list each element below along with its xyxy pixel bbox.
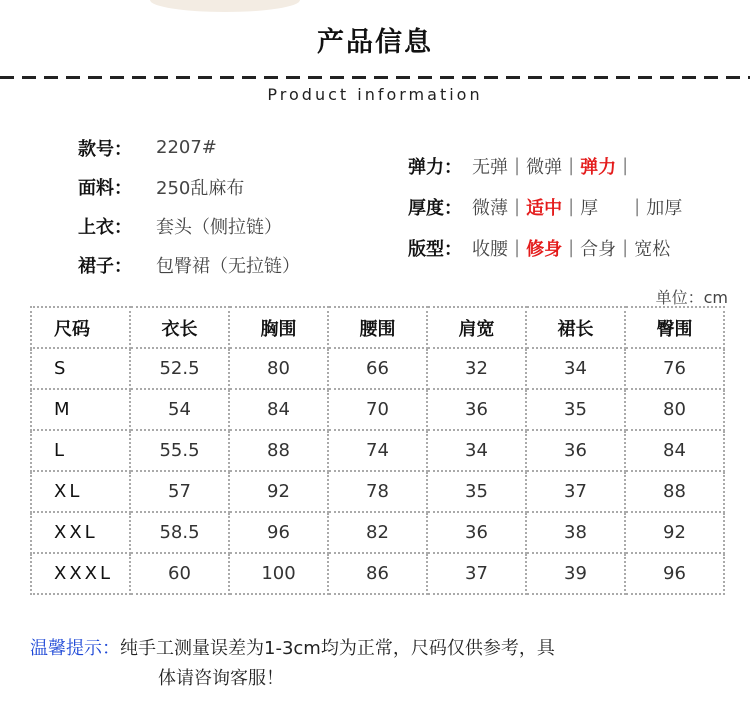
spec-label: 面料： xyxy=(78,177,132,199)
option-separator: | xyxy=(568,196,575,217)
attr-label: 版型： xyxy=(408,238,462,260)
attr-option: 微弹 xyxy=(526,156,563,178)
table-row xyxy=(31,430,724,471)
table-cell: 84 xyxy=(625,430,724,471)
attr-option: 厚 xyxy=(580,197,599,219)
attr-option: 加厚 xyxy=(646,197,683,219)
spec-fabric xyxy=(78,167,300,206)
table-cell: 84 xyxy=(229,389,328,430)
table-cell: 88 xyxy=(229,430,328,471)
attr-fit xyxy=(408,227,682,268)
table-cell: 60 xyxy=(130,553,229,594)
table-header-row xyxy=(31,307,724,348)
option-separator: | xyxy=(514,155,521,176)
size-table xyxy=(30,306,725,595)
table-cell: 35 xyxy=(526,389,625,430)
size-cell: XL xyxy=(31,471,130,512)
table-cell: 80 xyxy=(625,389,724,430)
option-separator: | xyxy=(514,196,521,217)
spec-skirt xyxy=(78,245,300,284)
notice-text-continued: 体请咨询客服！ xyxy=(158,668,284,689)
attr-option: 微薄 xyxy=(472,197,508,219)
spec-value: 2207# xyxy=(156,137,217,158)
decorative-blob xyxy=(150,0,300,12)
notice-text: 纯手工测量误差为1-3cm均为正常，尺码仅供参考，具 xyxy=(120,638,555,659)
table-cell: 55.5 xyxy=(130,430,229,471)
spec-style-number xyxy=(78,128,300,167)
table-cell: 34 xyxy=(526,348,625,389)
spec-label: 款号： xyxy=(78,138,132,160)
attr-option: 合身 xyxy=(580,238,617,260)
table-cell: 32 xyxy=(427,348,526,389)
header-cell: 胸围 xyxy=(229,307,328,348)
option-separator: | xyxy=(622,155,629,176)
notice-line xyxy=(30,634,730,664)
table-cell: 96 xyxy=(625,553,724,594)
header-cell: 衣长 xyxy=(130,307,229,348)
spec-value: 包臀裙（无拉链） xyxy=(156,255,300,277)
attr-option-selected: 适中 xyxy=(526,197,563,219)
table-cell: 34 xyxy=(427,430,526,471)
table-cell: 36 xyxy=(427,389,526,430)
unit-label: 单位：cm xyxy=(655,288,728,307)
warm-tip xyxy=(30,634,730,694)
option-separator: | xyxy=(568,155,575,176)
size-cell: XXXL xyxy=(31,553,130,594)
table-row xyxy=(31,348,724,389)
attr-label: 厚度： xyxy=(408,197,462,219)
table-cell: 38 xyxy=(526,512,625,553)
attr-elasticity xyxy=(408,145,682,186)
table-cell: 37 xyxy=(427,553,526,594)
table-cell: 76 xyxy=(625,348,724,389)
table-cell: 100 xyxy=(229,553,328,594)
table-cell: 36 xyxy=(427,512,526,553)
table-cell: 92 xyxy=(229,471,328,512)
spec-value: 套头（侧拉链） xyxy=(156,216,282,238)
table-cell: 82 xyxy=(328,512,427,553)
table-cell: 86 xyxy=(328,553,427,594)
header-cell: 尺码 xyxy=(31,307,130,348)
product-attributes xyxy=(408,145,682,268)
table-cell: 66 xyxy=(328,348,427,389)
table-cell: 52.5 xyxy=(130,348,229,389)
table-cell: 35 xyxy=(427,471,526,512)
table-row xyxy=(31,389,724,430)
header-cell: 肩宽 xyxy=(427,307,526,348)
dashed-divider xyxy=(0,76,750,79)
table-cell: 58.5 xyxy=(130,512,229,553)
table-cell: 70 xyxy=(328,389,427,430)
table-cell: 39 xyxy=(526,553,625,594)
spec-top xyxy=(78,206,300,245)
spec-label: 上衣： xyxy=(78,216,132,238)
size-cell: L xyxy=(31,430,130,471)
table-row xyxy=(31,553,724,594)
header-cell: 腰围 xyxy=(328,307,427,348)
notice-label: 温馨提示： xyxy=(30,638,120,659)
option-separator: | xyxy=(634,196,641,217)
attr-option: 宽松 xyxy=(634,238,671,260)
spec-value: 250乱麻布 xyxy=(156,177,245,199)
table-cell: 96 xyxy=(229,512,328,553)
size-cell: M xyxy=(31,389,130,430)
option-separator: | xyxy=(514,237,521,258)
product-specs xyxy=(78,128,300,284)
page-title: 产品信息 xyxy=(317,27,433,58)
option-separator: | xyxy=(568,237,575,258)
table-cell: 92 xyxy=(625,512,724,553)
table-row xyxy=(31,512,724,553)
size-cell: XXL xyxy=(31,512,130,553)
table-row xyxy=(31,471,724,512)
table-cell: 54 xyxy=(130,389,229,430)
table-cell: 57 xyxy=(130,471,229,512)
attr-label: 弹力： xyxy=(408,156,462,178)
header-cell: 裙长 xyxy=(526,307,625,348)
table-cell: 88 xyxy=(625,471,724,512)
table-cell: 37 xyxy=(526,471,625,512)
attr-option-selected: 修身 xyxy=(526,238,563,260)
spec-label: 裙子： xyxy=(78,255,132,277)
table-cell: 78 xyxy=(328,471,427,512)
table-cell: 74 xyxy=(328,430,427,471)
attr-option: 收腰 xyxy=(472,238,508,260)
header-cell: 臀围 xyxy=(625,307,724,348)
page-subtitle: Product information xyxy=(267,85,483,104)
attr-option: 无弹 xyxy=(472,156,508,178)
option-separator: | xyxy=(622,237,629,258)
table-cell: 80 xyxy=(229,348,328,389)
attr-thickness xyxy=(408,186,682,227)
attr-option-selected: 弹力 xyxy=(580,156,617,178)
size-cell: S xyxy=(31,348,130,389)
table-cell: 36 xyxy=(526,430,625,471)
